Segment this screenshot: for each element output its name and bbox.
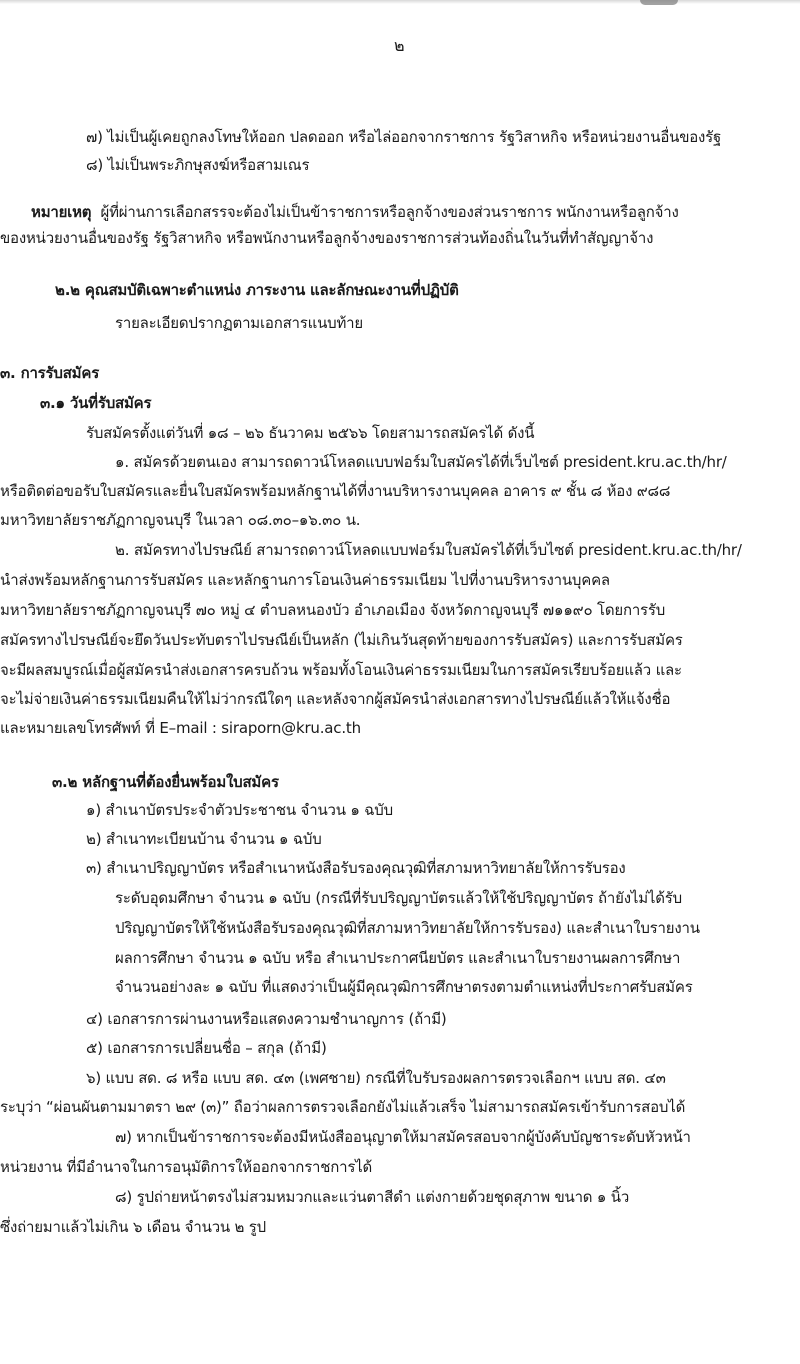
paragraph-line: จะมีผลสมบูรณ์เมื่อผู้สมัครนำส่งเอกสารครบถ้วน พร้อมทั้งโอนเงินค่าธรรมเนียมในการสมัครเรียบร้อยแล้ว และ: [0, 661, 682, 679]
list-item: ๒) สำเนาทะเบียนบ้าน จำนวน ๑ ฉบับ: [86, 830, 322, 848]
list-item-continuation: ซึ่งถ่ายมาแล้วไม่เกิน ๖ เดือน จำนวน ๒ รูป: [0, 1218, 266, 1236]
note-line-1: [31, 202, 679, 222]
scan-edge-shadow: [0, 0, 800, 4]
list-item-continuation: ระดับอุดมศึกษา จำนวน ๑ ฉบับ (กรณีที่รับปริญญาบัตรแล้วให้ใช้ปริญญาบัตร ถ้ายังไม่ได้รับ: [115, 889, 682, 907]
note-text: ผู้ที่ผ่านการเลือกสรรจะต้องไม่เป็นข้าราชการหรือลูกจ้างของส่วนราชการ พนักงานหรือลูกจ้าง: [100, 203, 679, 221]
note-label: หมายเหตุ: [31, 203, 92, 221]
list-item: ๓) สำเนาปริญญาบัตร หรือสำเนาหนังสือรับรองคุณวุฒิที่สภามหาวิทยาลัยให้การรับรอง: [86, 859, 626, 877]
qualification-item-7: ๗) ไม่เป็นผู้เคยถูกลงโทษให้ออก ปลดออก หรือไล่ออกจากราชการ รัฐวิสาหกิจ หรือหน่วยงานอื่นของรัฐ: [86, 128, 722, 146]
qualification-item-8: ๘) ไม่เป็นพระภิกษุสงฆ์หรือสามเณร: [86, 156, 310, 174]
list-item-continuation: ปริญญาบัตรให้ใช้หนังสือรับรองคุณวุฒิที่สภามหาวิทยาลัยให้การรับรอง) และสำเนาใบรายงาน: [115, 919, 700, 937]
paragraph-line: ๒. สมัครทางไปรษณีย์ สามารถดาวน์โหลดแบบฟอร์มใบสมัครได้ที่เว็บไซต์ president.kru.ac.th/hr/: [115, 541, 742, 559]
list-item-continuation: จำนวนอย่างละ ๑ ฉบับ ที่แสดงว่าเป็นผู้มีคุณวุฒิการศึกษาตรงตามตำแหน่งที่ประกาศรับสมัคร: [115, 978, 693, 996]
paragraph-line: หรือติดต่อขอรับใบสมัครและยื่นใบสมัครพร้อมหลักฐานได้ที่งานบริหารงานบุคคล อาคาร ๙ ชั้น ๘ ห้อง ๙๘๘: [0, 482, 671, 500]
note-line-2: ของหน่วยงานอื่นของรัฐ รัฐวิสาหกิจ หรือพนักงานหรือลูกจ้างของราชการส่วนท้องถิ่นในวันที่ทำสัญญาจ้าง: [0, 229, 654, 247]
contact-email-line: และหมายเลขโทรศัพท์ ที่ E–mail : siraporn@kru.ac.th: [0, 719, 361, 737]
list-item: ๑) สำเนาบัตรประจำตัวประชาชน จำนวน ๑ ฉบับ: [86, 801, 393, 819]
list-item: ๘) รูปถ่ายหน้าตรงไม่สวมหมวกและแว่นตาสีดำ แต่งกายด้วยชุดสุภาพ ขนาด ๑ นิ้ว: [115, 1188, 630, 1206]
list-item-continuation: หน่วยงาน ที่มีอำนาจในการอนุมัติการให้ออกจากราชการได้: [0, 1158, 373, 1176]
section-2-2-heading: ๒.๒ คุณสมบัติเฉพาะตำแหน่ง ภาระงาน และลักษณะงานที่ปฏิบัติ: [55, 281, 459, 299]
section-2-2-body: รายละเอียดปรากฏตามเอกสารแนบท้าย: [115, 314, 363, 332]
list-item-continuation: ระบุว่า “ผ่อนผันตามมาตรา ๒๙ (๓)” ถือว่าผลการตรวจเลือกยังไม่แล้วเสร็จ ไม่สามารถสมัครเข้ารับการสอบได้: [0, 1098, 686, 1116]
list-item: ๖) แบบ สด. ๘ หรือ แบบ สด. ๔๓ (เพศชาย) กรณีที่ใบรับรองผลการตรวจเลือกฯ แบบ สด. ๔๓: [86, 1069, 666, 1087]
section-3-1-heading: ๓.๑ วันที่รับสมัคร: [40, 394, 152, 412]
section-3-heading: ๓. การรับสมัคร: [0, 364, 100, 382]
paragraph-line: ๑. สมัครด้วยตนเอง สามารถดาวน์โหลดแบบฟอร์มใบสมัครได้ที่เว็บไซต์ president.kru.ac.th/hr/: [115, 453, 727, 471]
list-item: ๔) เอกสารการผ่านงานหรือแสดงความชำนาญการ (ถ้ามี): [86, 1010, 447, 1028]
page-number: ๒: [394, 36, 405, 55]
list-item-continuation: ผลการศึกษา จำนวน ๑ ฉบับ หรือ สำเนาประกาศนียบัตร และสำเนาใบรายงานผลการศึกษา: [115, 949, 681, 967]
paragraph-line: มหาวิทยาลัยราชภัฏกาญจนบุรี ในเวลา ๐๘.๓๐–๑๖.๓๐ น.: [0, 511, 361, 529]
paragraph-line: จะไม่จ่ายเงินค่าธรรมเนียมคืนให้ไม่ว่ากรณีใดๆ และหลังจากผู้สมัครนำส่งเอกสารทางไปรษณีย์แล้วให้แจ้งชื่อ: [0, 690, 671, 708]
list-item: ๗) หากเป็นข้าราชการจะต้องมีหนังสืออนุญาตให้มาสมัครสอบจากผู้บังคับบัญชาระดับหัวหน้า: [115, 1128, 691, 1146]
paragraph-line: นำส่งพร้อมหลักฐานการรับสมัคร และหลักฐานการโอนเงินค่าธรรมเนียม ไปที่งานบริหารงานบุคคล: [0, 571, 610, 589]
section-3-1-intro: รับสมัครตั้งแต่วันที่ ๑๘ – ๒๖ ธันวาคม ๒๕๖๖ โดยสามารถสมัครได้ ดังนี้: [86, 424, 535, 442]
scan-artifact: [640, 0, 678, 5]
paragraph-line: มหาวิทยาลัยราชภัฏกาญจนบุรี ๗๐ หมู่ ๔ ตำบลหนองบัว อำเภอเมือง จังหวัดกาญจนบุรี ๗๑๑๙๐ โดยการรับ: [0, 601, 666, 619]
section-3-2-heading: ๓.๒ หลักฐานที่ต้องยื่นพร้อมใบสมัคร: [52, 773, 279, 791]
list-item: ๕) เอกสารการเปลี่ยนชื่อ – สกุล (ถ้ามี): [86, 1039, 327, 1057]
paragraph-line: สมัครทางไปรษณีย์จะยึดวันประทับตราไปรษณีย์เป็นหลัก (ไม่เกินวันสุดท้ายของการรับสมัคร) และการรับสมัคร: [0, 631, 683, 649]
